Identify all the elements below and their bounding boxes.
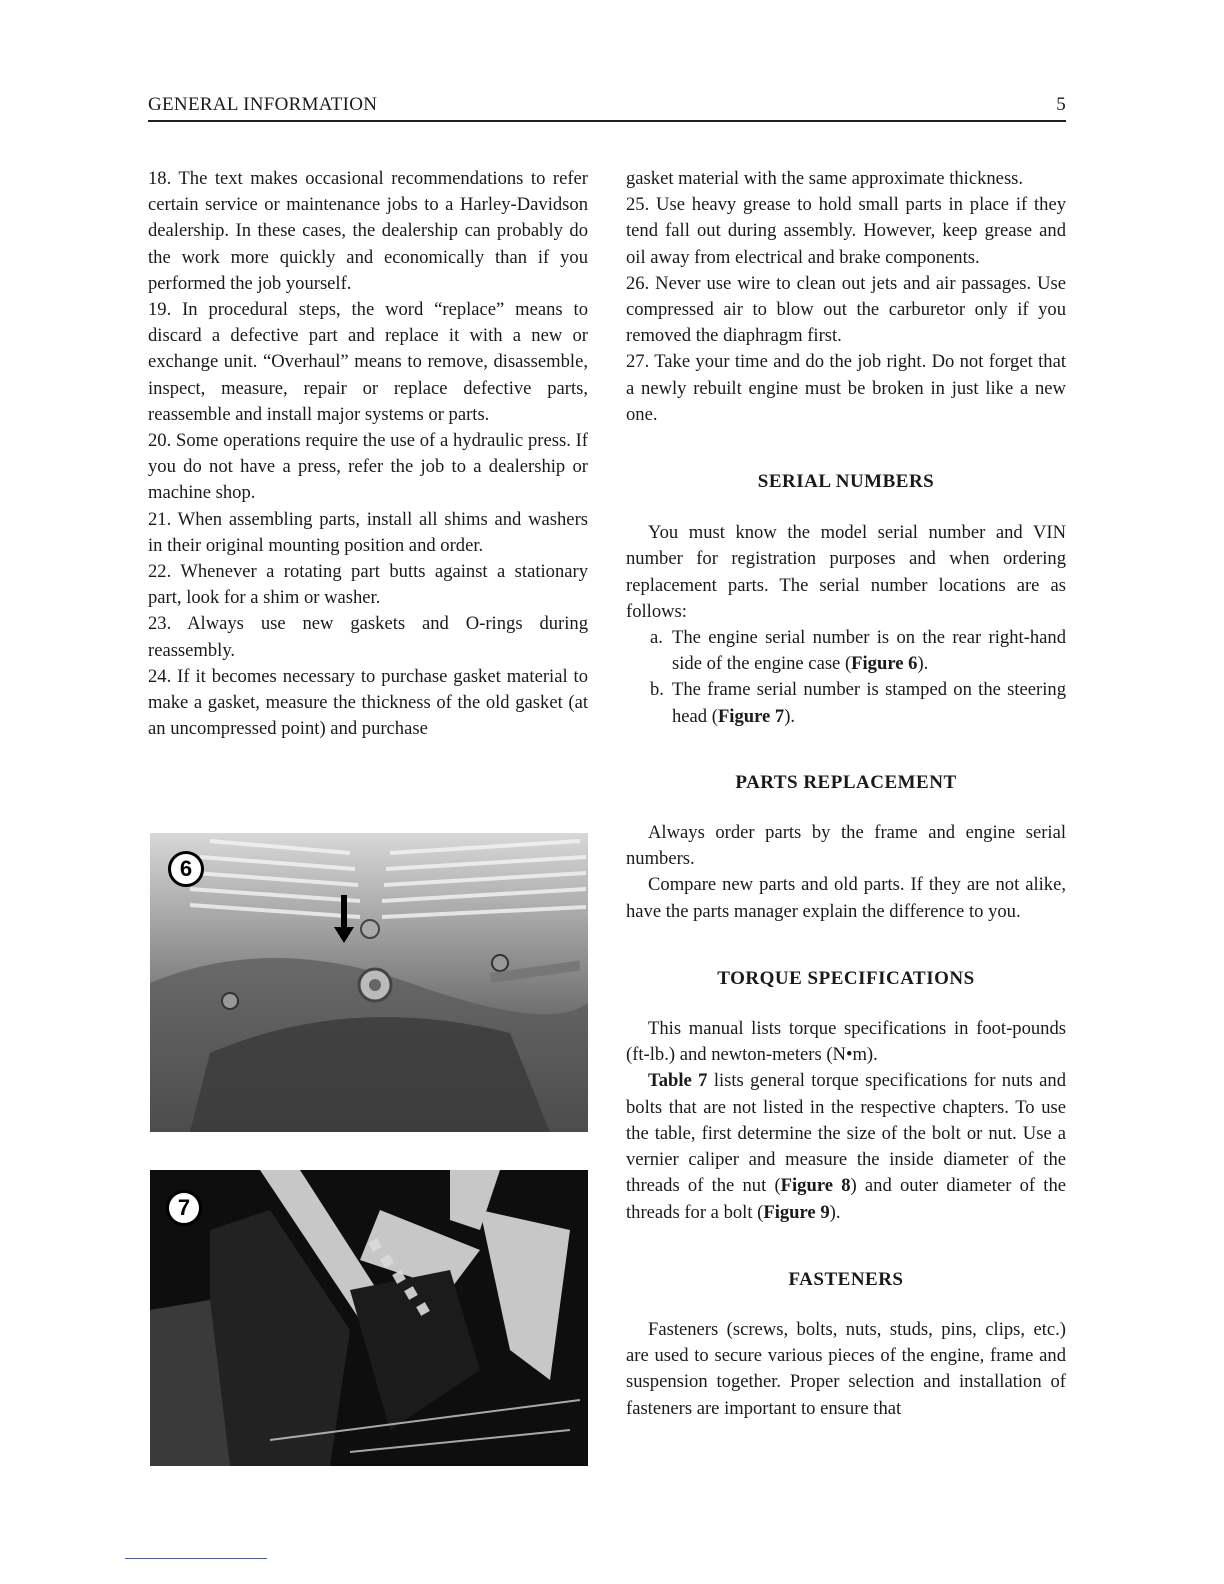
page-number: 5 [1056, 94, 1066, 115]
paragraph-25: 25. Use heavy grease to hold small parts in place if they tend fall out during assembly. However, keep grease and oil away from electrical and brake components. [626, 194, 1066, 268]
list-text: The engine serial number is on the rear right-hand side of the engine case ( [672, 627, 1066, 675]
right-column [626, 166, 1066, 1422]
header-title: GENERAL INFORMATION [148, 94, 378, 115]
list-text: The frame serial number is stamped on the steering head ( [672, 679, 1066, 727]
figure-7-badge: 7 [166, 1190, 202, 1226]
list-item: b. The frame serial number is stamped on the steering head (Figure 7). [626, 677, 1066, 729]
paragraph-19: 19. In procedural steps, the word “replace” means to discard a defective part and replace it with a new or exchange unit. “Overhaul” means to remove, disassemble, inspect, measure, repair or replace defective parts, reassemble and install major systems or parts. [148, 299, 588, 425]
heading-torque-specifications: TORQUE SPECIFICATIONS [717, 967, 975, 989]
paragraph-22: 22. Whenever a rotating part butts against a stationary part, look for a shim or washer. [148, 561, 588, 609]
paragraph-21: 21. When assembling parts, install all shims and washers in their original mounting position and order. [148, 508, 588, 556]
list-letter: a. [650, 627, 663, 649]
serial-numbers-intro: You must know the model serial number and VIN number for registration purposes and when ordering replacement parts. The serial number locations are as follows: [626, 522, 1066, 622]
paragraph-26: 26. Never use wire to clean out jets and air passages. Use compressed air to blow out the carburetor only if you removed the diaphragm first. [626, 272, 1066, 347]
table-reference: Table 7 [648, 1070, 708, 1092]
list-letter: b. [650, 679, 664, 701]
heading-serial-numbers: SERIAL NUMBERS [757, 471, 935, 493]
footnote-rule [125, 1558, 267, 1559]
torque-p2: Table 7 lists general torque specifications for nuts and bolts that are not listed in the respective chapters. To use the table, first determine the size of the bolt or nut. Use a vernier caliper and measure the inside diameter of the threads of the nut (Figure 8) and outer diameter of the threads for a bolt (Figure 9). [626, 1070, 1066, 1223]
engine-case-illustration [150, 833, 588, 1132]
figure-reference: Figure 8 [780, 1175, 851, 1197]
figure-6-engine-photo [150, 833, 588, 1132]
paragraph-24: 24. If it becomes necessary to purchase gasket material to make a gasket, measure the thickness of the old gasket (at an uncompressed point) and purchase [148, 665, 588, 740]
heading-parts-replacement: PARTS REPLACEMENT [735, 771, 957, 793]
paragraph-18: 18. The text makes occasional recommendations to refer certain service or maintenance jobs to a Harley-Davidson dealership. In these cases, the dealership can probably do the work more quickly and economically than if you performed the job yourself. [148, 168, 588, 294]
heading-fasteners: FASTENERS [788, 1268, 904, 1290]
figure-reference: Figure 7 [717, 705, 785, 727]
paragraph-24-continued: gasket material with the same approximate thickness. [626, 168, 1024, 189]
steering-head-illustration [150, 1170, 588, 1466]
running-header [148, 92, 1066, 122]
list-item: a. The engine serial number is on the rear right-hand side of the engine case (Figure 6). [626, 625, 1066, 677]
figure-reference: Figure 9 [763, 1201, 830, 1223]
torque-p1: This manual lists torque specifications in foot-pounds (ft-lb.) and newton-meters (N•m). [626, 1018, 1066, 1066]
figure-7-frame-photo [150, 1170, 588, 1466]
serial-number-list [626, 625, 1066, 730]
figure-6-badge: 6 [168, 851, 204, 887]
paragraph-27: 27. Take your time and do the job right. Do not forget that a newly rebuilt engine must be broken in just like a new one. [626, 351, 1066, 425]
paragraph-20: 20. Some operations require the use of a hydraulic press. If you do not have a press, refer the job to a dealership or machine shop. [148, 430, 588, 504]
parts-replacement-p1: Always order parts by the frame and engine serial numbers. [626, 822, 1066, 870]
paragraph-23: 23. Always use new gaskets and O-rings during reassembly. [148, 613, 588, 661]
figure-reference: Figure 6 [851, 653, 918, 675]
parts-replacement-p2: Compare new parts and old parts. If they are not alike, have the parts manager explain the difference to you. [626, 874, 1066, 922]
fasteners-p1: Fasteners (screws, bolts, nuts, studs, pins, clips, etc.) are used to secure various pieces of the engine, frame and suspension together. Proper selection and installation of fasteners are important to ensure that [626, 1318, 1066, 1419]
left-column [148, 166, 588, 742]
